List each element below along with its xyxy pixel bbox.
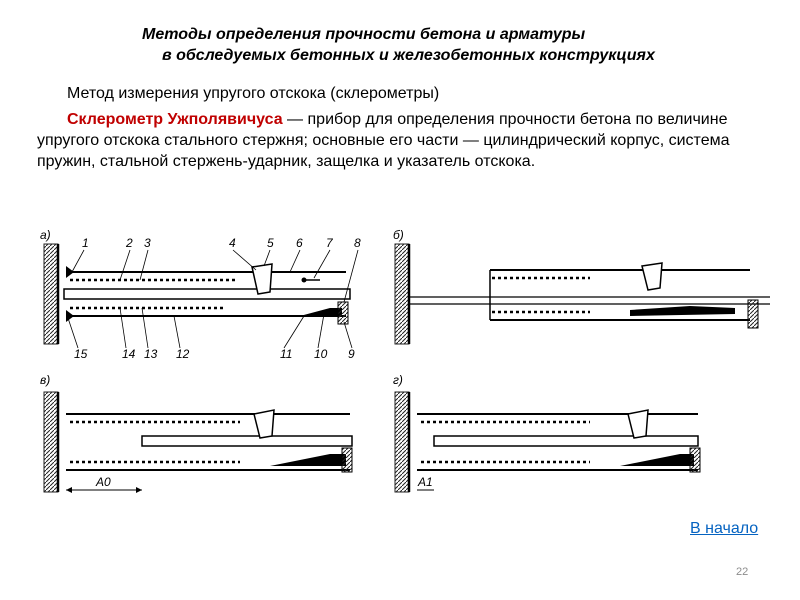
part-number: 13 <box>144 347 158 361</box>
striker-rod-d <box>434 436 698 446</box>
part-number: 14 <box>122 347 136 361</box>
latch-b <box>630 306 735 316</box>
latch-d <box>620 454 694 466</box>
wall-c <box>44 392 58 492</box>
dimension-label-a0: A0 <box>96 475 111 489</box>
part-number: 12 <box>176 347 190 361</box>
pointer-b <box>642 263 662 290</box>
panel-label-b: б) <box>393 228 404 242</box>
striker-rod-c <box>142 436 352 446</box>
part-number: 15 <box>74 347 88 361</box>
panel-a <box>44 244 350 344</box>
pointer-c <box>254 410 274 438</box>
panel-d <box>393 373 700 492</box>
striker-rod-a <box>64 289 350 299</box>
back-to-start-link[interactable]: В начало <box>690 520 759 537</box>
title-line-1: Методы определения прочности бетона и арматуры <box>142 26 586 43</box>
end-cap-b <box>748 300 758 328</box>
end-cap-a <box>338 302 348 324</box>
latch-a <box>300 308 342 316</box>
part-number: 9 <box>348 347 355 361</box>
part-number: 10 <box>314 347 328 361</box>
panel-label-c: в) <box>40 373 51 387</box>
pointer-d <box>628 410 648 438</box>
section-subtitle: Метод измерения упругого отскока (склерометры) <box>67 85 440 102</box>
part-number: 7 <box>326 236 333 250</box>
part-number: 3 <box>144 236 151 250</box>
panel-label-a: а) <box>40 228 51 242</box>
wall-b <box>395 244 409 344</box>
part-number: 4 <box>229 236 236 250</box>
dimension-label-a1: A1 <box>418 475 433 489</box>
slide-title <box>0 24 800 66</box>
part-number: 1 <box>82 236 89 250</box>
page-number: 22 <box>736 566 749 578</box>
latch-c <box>270 454 346 466</box>
part-number: 6 <box>296 236 303 250</box>
device-name-highlight: Склерометр Ужполявичуса <box>67 111 283 128</box>
panel-c <box>40 373 352 493</box>
panel-b <box>393 228 770 344</box>
wall-d <box>395 392 409 492</box>
description-paragraph <box>37 109 772 172</box>
part-number: 8 <box>354 236 361 250</box>
wall-a <box>44 244 58 344</box>
sclerometer-diagram <box>30 222 780 512</box>
part-number: 2 <box>126 236 133 250</box>
panel-label-d: г) <box>393 373 403 387</box>
end-cap-d <box>690 448 700 472</box>
part-number: 11 <box>280 347 293 361</box>
description-text: — прибор для определения прочности бетона по величине упругого отскока стального стержня; основные его части — цилиндрический корпус, система пружин, стальной стержень-ударник, защелка и указатель отскока. <box>37 111 730 170</box>
end-cap-c <box>342 448 352 472</box>
title-line-2: в обследуемых бетонных и железобетонных конструкциях <box>162 47 655 64</box>
part-number: 5 <box>267 236 274 250</box>
